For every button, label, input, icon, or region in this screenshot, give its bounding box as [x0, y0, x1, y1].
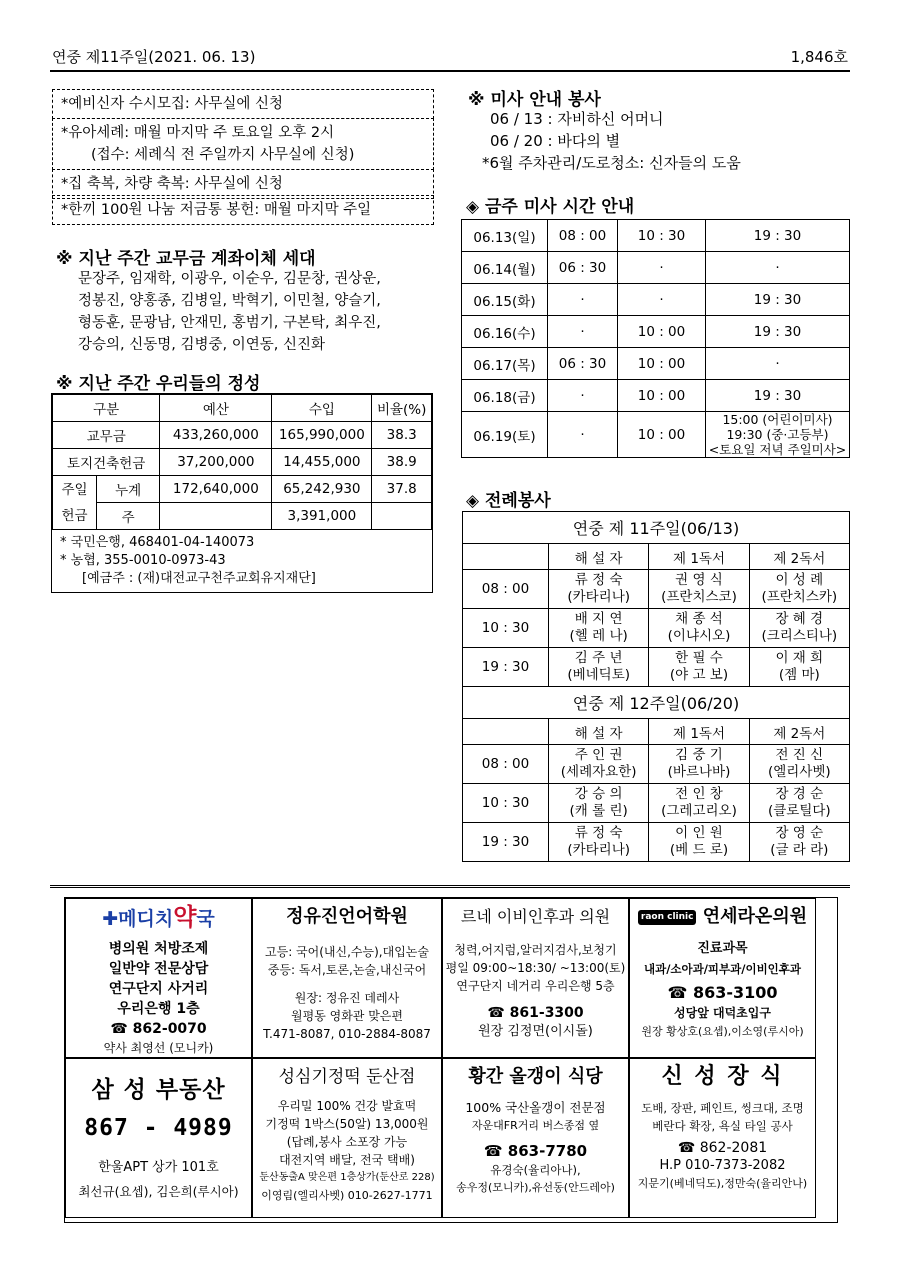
ad-interior: [629, 1058, 816, 1218]
ad-line: 평일 09:00~18:30/ ~13:00(토): [445, 961, 626, 975]
time-cell: 08 : 00: [548, 220, 618, 252]
ad-location: 성당앞 대덕초입구: [674, 1006, 771, 1020]
income-cell: 65,242,930: [272, 476, 372, 503]
notice-subtext: (접수: 세례식 전 주일까지 사무실에 신청): [91, 147, 355, 163]
table-row: [463, 745, 850, 784]
ad-phone: ☎ 861-3300: [487, 1005, 584, 1021]
table-row: [462, 380, 850, 412]
ad-location: 한울APT 상가 101호: [98, 1160, 219, 1175]
date-cell: 06.14(월): [462, 252, 548, 284]
pharmacy-name: [68, 903, 249, 933]
time-cell: 06 : 30: [548, 252, 618, 284]
minister-name: 채 종 석: [675, 611, 723, 627]
minister-name: 김 주 년: [574, 650, 623, 666]
col-header: 수입: [272, 395, 372, 422]
minister-name: 이 인 원: [675, 825, 723, 841]
minister-name: 주 인 권: [574, 747, 623, 763]
baptismal-name: (헬 레 나): [569, 628, 628, 644]
ad-line: 베란다 확장, 욕실 타일 공사: [652, 1119, 793, 1133]
table-row: [53, 422, 432, 449]
baptismal-name: (그레고리오): [661, 803, 737, 819]
mass-service-title: ※ 미사 안내 봉사: [468, 90, 601, 110]
ad-line: 100% 국산올갱이 전문점: [465, 1100, 606, 1115]
minister-cell: [549, 570, 649, 609]
ratio-cell: 38.3: [372, 422, 432, 449]
ads-divider: [50, 885, 850, 888]
names-line: 강승의, 신동명, 김병중, 이연동, 신진화: [78, 337, 325, 353]
names-line: 정봉진, 양홍종, 김병일, 박혁기, 이민철, 양슬기,: [78, 293, 381, 309]
ad-line: 우리밀 100% 건강 발효떡: [277, 1099, 417, 1113]
week-title-row: [463, 512, 850, 544]
minister-cell: [749, 784, 849, 823]
baptismal-name: (클로틸다): [767, 803, 831, 819]
ad-owner: 약사 최영선 (모니카): [103, 1041, 214, 1055]
minister-cell: [749, 609, 849, 648]
notice-text: *집 축복, 차량 축복: 사무실에 신청: [61, 176, 283, 192]
date-cell: 06.15(화): [462, 284, 548, 316]
time-cell: [706, 412, 850, 458]
time-cell: 19 : 30: [706, 316, 850, 348]
parking-note: *6월 주차관리/도로청소: 신자들의 도움: [482, 154, 741, 172]
baptismal-name: (엘리사벳): [767, 764, 831, 780]
date-cell: 06.19(토): [462, 412, 548, 458]
week-title: 연중 제 11주일(06/13): [463, 512, 850, 544]
time-cell: ·: [548, 316, 618, 348]
baptismal-name: (프란치스카): [761, 589, 838, 605]
raon-header: [632, 903, 813, 931]
row-label: 교무금: [53, 422, 160, 449]
minister-cell: [649, 648, 749, 687]
baptismal-name: (베네딕토): [567, 667, 631, 683]
minister-cell: [549, 648, 649, 687]
minister-name: 장 경 순: [775, 786, 824, 802]
budget-cell: 172,640,000: [160, 476, 272, 503]
table-row: [463, 823, 850, 862]
baptismal-name: (글 라 라): [770, 842, 829, 858]
table-row: [462, 412, 850, 458]
time-line: 19:30 (중·고등부): [726, 427, 829, 442]
baptismal-name: (크리스티나): [761, 628, 838, 644]
table-row: [462, 316, 850, 348]
sunday-offering-label: [53, 476, 97, 530]
week-title-row: [463, 687, 850, 719]
ad-line: 일반약 전문상담: [108, 961, 209, 977]
minister-cell: [749, 823, 849, 862]
ad-owner: 유경숙(율리아나),: [490, 1163, 581, 1177]
service-line: 06 / 20 : 바다의 별: [490, 132, 621, 150]
baptismal-name: (이냐시오): [667, 628, 731, 644]
header-row: [463, 719, 850, 745]
ad-line: 병의원 처방조제: [108, 941, 209, 957]
col-header: 해 설 자: [549, 544, 649, 570]
minister-cell: [549, 784, 649, 823]
ad-line: 이영림(엘리사벳) 010-2627-1771: [261, 1189, 433, 1202]
time-cell: 10 : 00: [618, 412, 706, 458]
time-cell: ·: [548, 284, 618, 316]
realty-phone: 867 - 4989: [84, 1115, 233, 1141]
issue-number: 1,846호: [790, 48, 848, 66]
ad-line: 진료과목: [697, 941, 748, 956]
mass-service-lines: [490, 108, 664, 152]
minister-cell: [749, 745, 849, 784]
ad-line: 도배, 장판, 페인트, 씽크대, 조명: [641, 1101, 804, 1115]
time-line: <토요일 저녁 주일미사>: [708, 442, 847, 457]
bank-accounts: [52, 530, 432, 592]
baptismal-name: (카타리나): [567, 589, 631, 605]
minister-cell: [749, 648, 849, 687]
notice-text: *유아세례: 매월 마지막 주 토요일 오후 2시: [61, 125, 335, 141]
ad-line: 중등: 독서,토론,논술,내신국어: [267, 963, 427, 977]
raon-logo-icon: raon clinic: [638, 910, 697, 925]
ad-line: 연구단지 사거리: [108, 981, 209, 997]
pharmacy-name-b: 약: [173, 903, 197, 931]
table-row: [462, 348, 850, 380]
ad-owner: 지문기(베네딕도),정만숙(율리안나): [637, 1177, 808, 1190]
ad-line: T.471-8087, 010-2884-8087: [263, 1027, 431, 1041]
date-cell: 06.17(목): [462, 348, 548, 380]
notice-coin-bank: [52, 195, 434, 225]
table-row: [462, 220, 850, 252]
offering-title: ※ 지난 주간 우리들의 정성: [56, 374, 261, 394]
ad-ent-clinic: [442, 898, 629, 1058]
time-cell: 19 : 30: [463, 823, 549, 862]
time-cell: 10 : 30: [618, 220, 706, 252]
time-cell: 10 : 30: [463, 609, 549, 648]
time-cell: 10 : 00: [618, 348, 706, 380]
minister-name: 김 중 기: [675, 747, 723, 763]
col-header: 비율(%): [372, 395, 432, 422]
header-row: [463, 544, 850, 570]
table-row: [462, 252, 850, 284]
names-line: 형동훈, 문광남, 안재민, 홍범기, 구본탁, 최우진,: [78, 315, 381, 331]
income-cell: 3,391,000: [272, 503, 372, 530]
baptismal-name: (캐 롤 린): [569, 803, 628, 819]
ad-rice-cake: [252, 1058, 442, 1218]
label-part: 헌금: [61, 507, 88, 524]
ad-line: 기정떡 1박스(50알) 13,000원: [265, 1117, 429, 1131]
ad-line: 대전지역 배달, 전국 택배): [279, 1153, 415, 1167]
col-header: 예산: [160, 395, 272, 422]
minister-cell: [549, 745, 649, 784]
minister-name: 이 재 희: [775, 650, 824, 666]
minister-name: 권 영 식: [675, 572, 723, 588]
ad-line: 내과/소아과/피부과/이비인후과: [643, 962, 802, 976]
baptismal-name: (젬 마): [778, 667, 820, 683]
table-row: [463, 570, 850, 609]
time-cell: 08 : 00: [463, 570, 549, 609]
bulletin-date: 연중 제11주일(2021. 06. 13): [52, 48, 256, 66]
time-cell: 08 : 00: [463, 745, 549, 784]
pharmacy-name-c: 국: [196, 908, 215, 930]
ad-restaurant: [442, 1058, 629, 1218]
notice-infant-baptism: [52, 118, 434, 170]
date-cell: 06.18(금): [462, 380, 548, 412]
time-cell: 10 : 30: [463, 784, 549, 823]
time-cell: 19 : 30: [463, 648, 549, 687]
col-header: 제 1독서: [649, 719, 749, 745]
minister-name: 장 영 순: [775, 825, 824, 841]
service-line: 06 / 13 : 자비하신 어머니: [490, 110, 664, 128]
ad-line: 우리은행 1층: [117, 1001, 200, 1017]
ad-phone: ☎ 862-2081: [677, 1140, 768, 1156]
col-header: 제 2독서: [749, 719, 849, 745]
rice-cake-name: 성심기정떡 둔산점: [278, 1067, 416, 1087]
empty-header: [463, 719, 549, 745]
row-label: 주: [97, 503, 160, 530]
table-row: [463, 648, 850, 687]
ad-owner: 원장 황상호(요셉),이소영(루시아): [641, 1025, 804, 1038]
ad-line: 자운대FR거리 버스종점 옆: [471, 1119, 600, 1132]
time-cell: ·: [618, 252, 706, 284]
minister-name: 한 필 수: [675, 650, 723, 666]
notice-text: *예비신자 수시모집: 사무실에 신청: [61, 96, 284, 112]
table-row: [53, 449, 432, 476]
col-header: 제 1독서: [649, 544, 749, 570]
income-cell: 14,455,000: [272, 449, 372, 476]
col-header: 구분: [53, 395, 160, 422]
ad-mobile: H.P 010-7373-2082: [659, 1158, 786, 1173]
time-cell: ·: [706, 252, 850, 284]
minister-cell: [649, 570, 749, 609]
week-title: 연중 제 12주일(06/20): [463, 687, 850, 719]
clinic-name: 르네 이비인후과 의원: [460, 907, 611, 926]
budget-cell: [160, 503, 272, 530]
col-header: 제 2독서: [749, 544, 849, 570]
table-row: [462, 284, 850, 316]
minister-name: 배 지 연: [574, 611, 623, 627]
mass-times-table: [461, 219, 850, 458]
row-label: 토지건축헌금: [53, 449, 160, 476]
raon-name: 연세라온의원: [702, 906, 808, 927]
bank-account: * 국민은행, 468401-04-140073: [60, 535, 255, 550]
baptismal-name: (카타리나): [567, 842, 631, 858]
minister-name: 전 인 창: [675, 786, 723, 802]
baptismal-name: (베 드 로): [669, 842, 729, 858]
ad-owner: 원장 김정면(이시돌): [478, 1024, 593, 1039]
time-cell: 10 : 00: [618, 380, 706, 412]
time-line: 15:00 (어린이미사): [722, 412, 833, 427]
ad-phone: ☎ 863-7780: [483, 1142, 588, 1160]
minister-name: 이 성 례: [775, 572, 824, 588]
ad-line: 고등: 국어(내신,수능),대입논술: [265, 945, 429, 959]
date-cell: 06.16(수): [462, 316, 548, 348]
ads-grid: [64, 897, 838, 1223]
ad-owner: 송우정(모니카),유선동(안드레아): [456, 1181, 615, 1194]
transfer-names: [78, 268, 381, 356]
table-row: [463, 784, 850, 823]
liturgy-table: [462, 511, 850, 862]
restaurant-name: 황간 올갱이 식당: [468, 1066, 603, 1087]
names-line: 문장주, 임재학, 이광우, 이순우, 김문창, 권상운,: [78, 271, 381, 287]
time-cell: 19 : 30: [706, 220, 850, 252]
ratio-cell: 38.9: [372, 449, 432, 476]
label-part: 주일: [61, 481, 88, 498]
pharmacy-name-a: 메디치: [118, 908, 174, 930]
budget-cell: 433,260,000: [160, 422, 272, 449]
table-row: [53, 476, 432, 503]
time-cell: 19 : 30: [706, 380, 850, 412]
ad-line: (답례,봉사 소포장 가능: [286, 1135, 408, 1149]
ratio-cell: 37.8: [372, 476, 432, 503]
ad-line: 원장: 정유진 데레사: [294, 991, 400, 1005]
income-cell: 165,990,000: [272, 422, 372, 449]
minister-name: 강 승 의: [574, 786, 623, 802]
table-row: [53, 503, 432, 530]
realty-name: 삼 성 부동산: [91, 1077, 226, 1103]
baptismal-name: (세례자요한): [560, 764, 637, 780]
row-label: 누계: [97, 476, 160, 503]
ad-line: 연구단지 네거리 우리은행 5층: [456, 979, 615, 993]
budget-cell: 37,200,000: [160, 449, 272, 476]
ad-line: 둔산동출A 맞은편 1층상가(둔산로 228): [259, 1172, 435, 1183]
offering-table: [52, 394, 432, 530]
ad-realty: [65, 1058, 252, 1218]
empty-header: [463, 544, 549, 570]
time-cell: 19 : 30: [706, 284, 850, 316]
baptismal-name: (바르나바): [667, 764, 731, 780]
minister-cell: [749, 570, 849, 609]
minister-name: 전 진 신: [775, 747, 824, 763]
header-divider: [50, 70, 850, 72]
time-cell: ·: [548, 380, 618, 412]
minister-name: 류 정 숙: [574, 825, 623, 841]
minister-cell: [549, 823, 649, 862]
date-cell: 06.13(일): [462, 220, 548, 252]
time-cell: ·: [618, 284, 706, 316]
time-cell: 10 : 00: [618, 316, 706, 348]
col-header: 해 설 자: [549, 719, 649, 745]
minister-cell: [649, 784, 749, 823]
table-row: [463, 609, 850, 648]
mass-times-title: ◈ 금주 미사 시간 안내: [466, 197, 635, 217]
baptismal-name: (프란치스코): [661, 589, 737, 605]
offering-box: [51, 393, 433, 593]
ad-pharmacy: [65, 898, 252, 1058]
minister-name: 장 혜 경: [775, 611, 824, 627]
ad-academy: [252, 898, 442, 1058]
bank-account: * 농협, 355-0010-0973-43: [60, 553, 226, 568]
interior-name: 신 성 장 식: [661, 1064, 784, 1089]
ad-phone: ☎ 862-0070: [110, 1021, 207, 1037]
ad-line: 월평동 영화관 맞은편: [291, 1009, 403, 1023]
liturgy-title: ◈ 전례봉사: [466, 491, 551, 511]
ad-line: 청력,어지럼,알러지검사,보청기: [454, 943, 617, 957]
minister-cell: [649, 609, 749, 648]
notice-text: *한끼 100원 나눔 저금통 봉헌: 매월 마지막 주일: [61, 202, 372, 218]
notice-catechumen: [52, 89, 434, 119]
time-cell: ·: [548, 412, 618, 458]
pharmacy-cross-icon: ✚: [102, 908, 119, 930]
minister-cell: [649, 745, 749, 784]
academy-name: 정유진언어학원: [286, 906, 408, 927]
time-cell: 06 : 30: [548, 348, 618, 380]
minister-cell: [549, 609, 649, 648]
ratio-cell: [372, 503, 432, 530]
transfer-title: ※ 지난 주간 교무금 계좌이체 세대: [56, 249, 316, 269]
time-cell: ·: [706, 348, 850, 380]
minister-name: 류 정 숙: [574, 572, 623, 588]
minister-cell: [649, 823, 749, 862]
account-holder: [예금주 : (재)대전교구천주교회유지재단]: [82, 571, 316, 586]
ad-owner: 최선규(요셉), 김은희(루시아): [78, 1184, 239, 1199]
baptismal-name: (야 고 보): [669, 667, 729, 683]
ad-raon-clinic: [629, 898, 816, 1058]
ad-phone: ☎ 863-3100: [667, 983, 778, 1002]
